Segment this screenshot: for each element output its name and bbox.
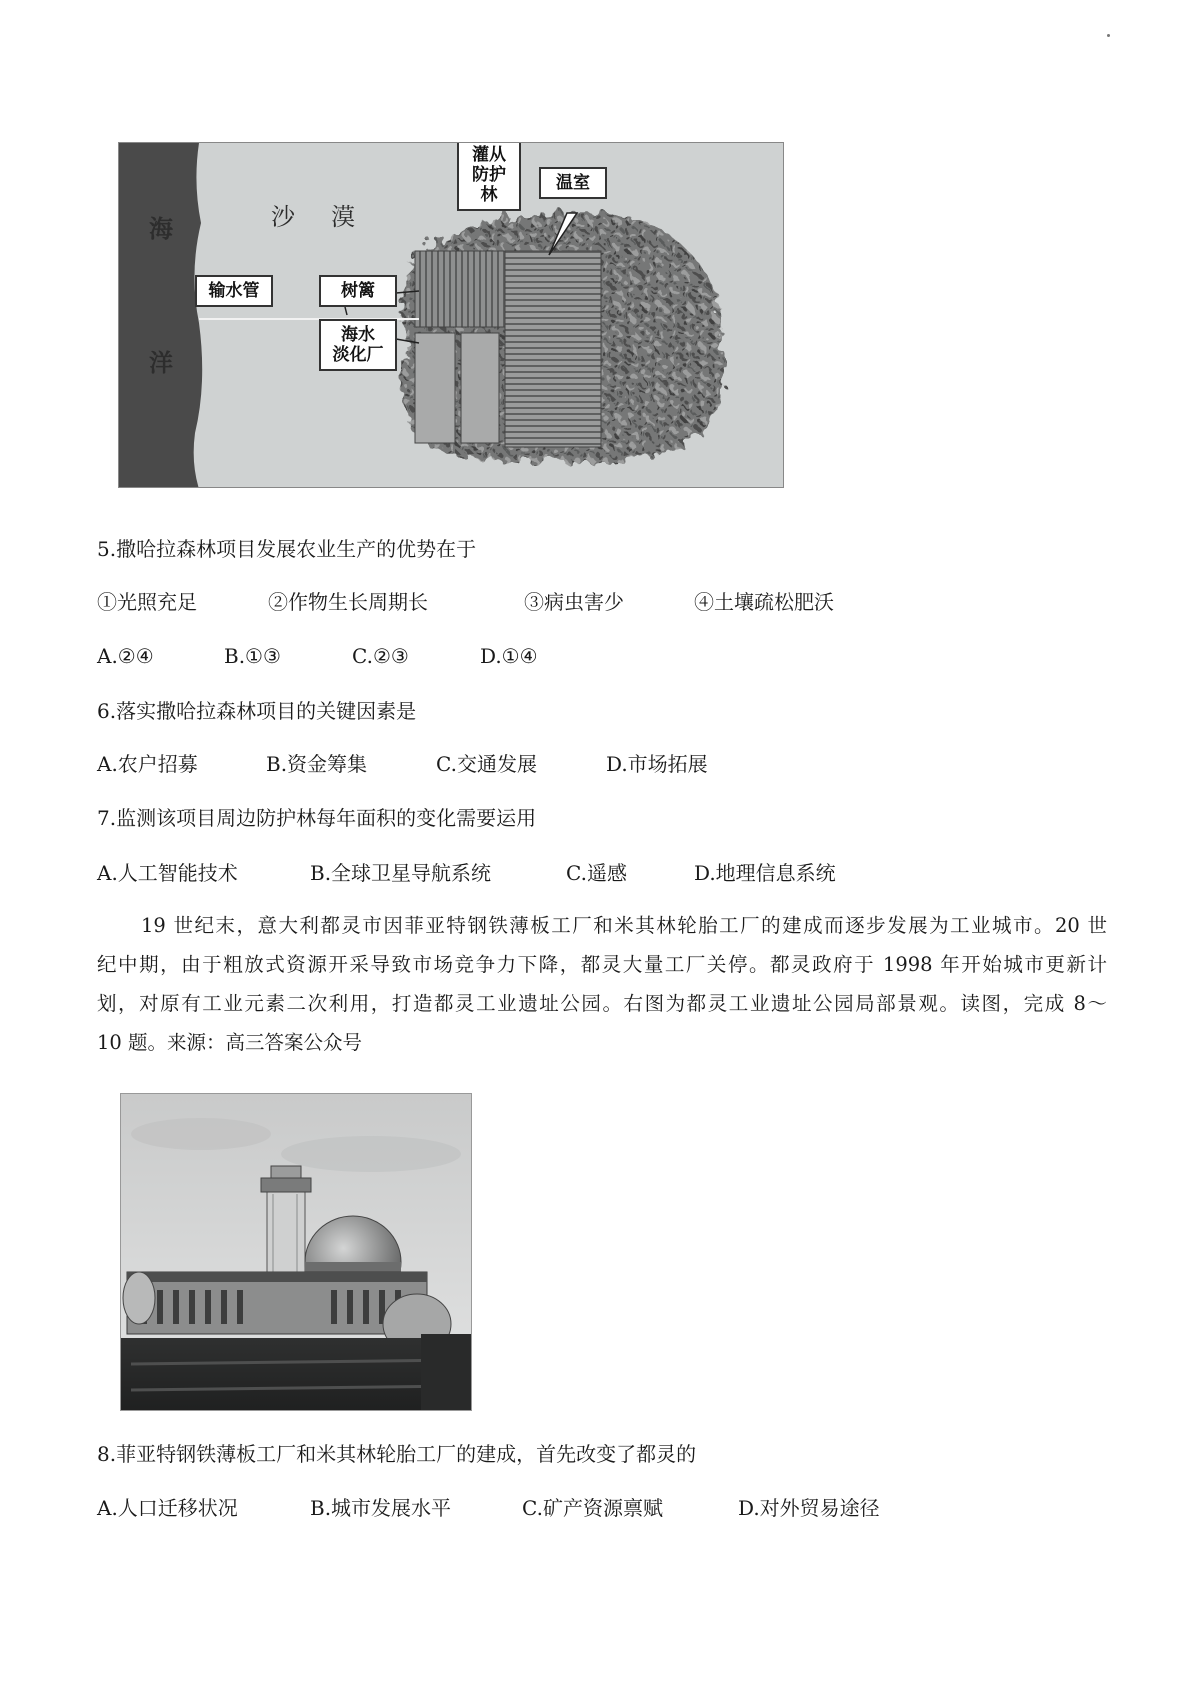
label-water-pipe: 输水管: [195, 275, 273, 307]
q7-option-b: B.全球卫星导航系统: [310, 861, 492, 885]
q6-option-b: B.资金筹集: [266, 752, 368, 776]
greenhouse-area: [505, 251, 601, 447]
label-hedge: 树篱: [319, 275, 397, 307]
q7-option-a: A.人工智能技术: [97, 861, 238, 885]
q6-option-d: D.市场拓展: [606, 752, 708, 776]
q7-option-d: D.地理信息系统: [694, 861, 836, 885]
q6-option-a: A.农户招募: [97, 752, 198, 776]
label-greenhouse: 温室: [539, 167, 607, 199]
q5-item-2: ②作物生长周期长: [268, 590, 428, 614]
label-desalination-plant: 海水 淡化厂: [319, 319, 397, 371]
passage-line-3: 划，对原有工业元素二次利用，打造都灵工业遗址公园。右图为都灵工业遗址公园局部景观。读图，完成 8～: [97, 992, 1107, 1015]
q8-option-c: C.矿产资源禀赋: [522, 1496, 663, 1520]
q5-item-4: ④土壤疏松肥沃: [694, 590, 834, 614]
scan-speck: [1107, 34, 1110, 37]
turin-industrial-park-photo: [120, 1093, 472, 1411]
passage-turin: [97, 906, 1107, 1062]
passage-line-1: 19 世纪末，意大利都灵市因菲亚特钢铁薄板工厂和米其林轮胎工厂的建成而逐步发展为工业城市。20 世: [141, 914, 1107, 937]
q8-option-b: B.城市发展水平: [310, 1496, 452, 1520]
photo-drawing: [121, 1094, 472, 1411]
desal-block-2: [461, 333, 499, 443]
label-shrub-forest: 灌从 防护林: [457, 142, 521, 211]
q8-option-d: D.对外贸易途径: [738, 1496, 880, 1520]
question-8-stem: 8.菲亚特钢铁薄板工厂和米其林轮胎工厂的建成，首先改变了都灵的: [97, 1442, 697, 1466]
passage-line-2: 纪中期，由于粗放式资源开采导致市场竞争力下降，都灵大量工厂关停。都灵政府于 1998 年开始城市更新计: [97, 953, 1107, 976]
question-5-stem: 5.撒哈拉森林项目发展农业生产的优势在于: [97, 537, 477, 561]
question-6-stem: 6.落实撒哈拉森林项目的关键因素是: [97, 699, 417, 723]
desal-block-1: [415, 333, 455, 443]
q7-option-c: C.遥感: [566, 861, 627, 885]
q8-option-a: A.人口迁移状况: [97, 1496, 238, 1520]
label-sea-1: 海: [149, 214, 173, 243]
q5-item-1: ①光照充足: [97, 590, 197, 614]
q6-option-c: C.交通发展: [436, 752, 537, 776]
passage-line-4: 10 题。来源：高三答案公众号: [97, 1031, 363, 1054]
q5-option-b: B.①③: [224, 644, 281, 668]
q5-option-a: A.②④: [97, 644, 154, 668]
map-drawing: [119, 143, 784, 488]
label-desert: 沙 漠: [271, 203, 361, 231]
hedge-area: [415, 251, 505, 327]
label-sea-2: 洋: [149, 348, 173, 377]
sea-area: [119, 143, 202, 488]
q5-option-c: C.②③: [352, 644, 409, 668]
sahara-forest-project-map: [118, 142, 784, 488]
q5-item-3: ③病虫害少: [524, 590, 624, 614]
question-7-stem: 7.监测该项目周边防护林每年面积的变化需要运用: [97, 806, 537, 830]
q5-option-d: D.①④: [480, 644, 538, 668]
